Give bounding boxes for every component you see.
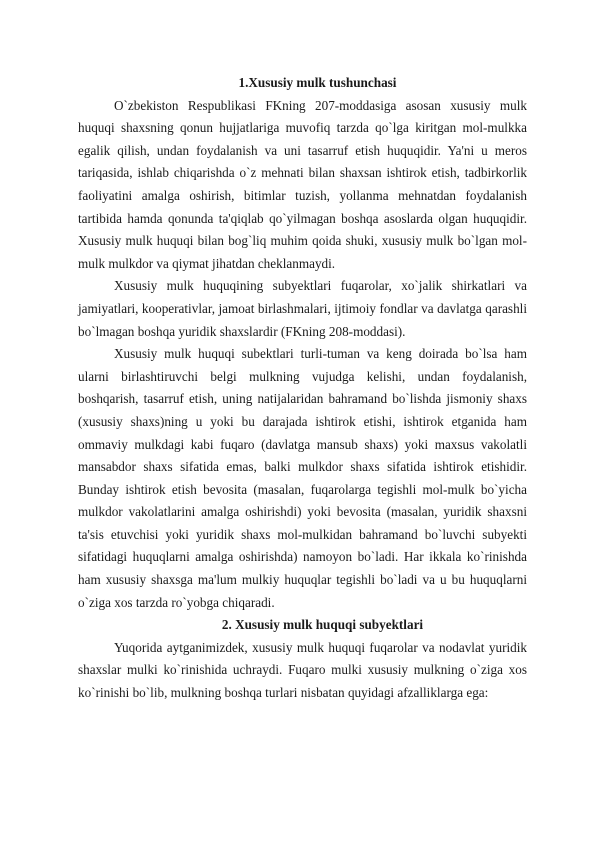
section-heading-2: 2. Xususiy mulk huquqi subyektlari [221,617,424,633]
paragraph-4: Yuqorida aytganimizdek, xususiy mulk huquqi fuqarolar va nodavlat yuridik shaxslar mulki ko`rinishida uchraydi. Fuqaro mulki xususiy mulkning o`ziga xos ko`rinishi bo`lib, mulkning boshqa turlari nisbatan quyidagi afzalliklarga ega: [78,639,527,701]
paragraph-2: Xususiy mulk huquqining subyektlari fuqarolar, xo`jalik shirkatlari va jamiyatlari, kooperativlar, jamoat birlashmalari, ijtimoiy fondlar va davlatga qarashli bo`lmagan boshqa yuridik shaxslardir (FKning 208-moddasi). [78,278,527,339]
paragraph-1: O`zbekiston Respublikasi FKning 207-moddasiga asosan xususiy mulk huquqi shaxsning qonun hujjatlariga muvofiq tarzda qo`lga kiritgan mol-mulkka egalik qilish, undan foydalanish va uni tasarruf etish huquqidir. Ya'ni u meros tariqasida, ishlab chiqarishda o`z mehnati bilan shaxsan ishtirok etish, tadbirkorlik faoliyatini amalga oshirish, bitimlar tuzish, yollanma mehnatdan foydalanish tartibida hamda qonunda ta'qiqlab qo`yilmagan boshqa asoslarda olgan huquqidir. Xususiy mulk huquqi bilan bog`liq muhim qoida shuki, xususiy mulk bo`lgan mol-mulk mulkdor va qiymat jihatdan cheklanmaydi. [78,97,527,271]
document-body [78,72,527,705]
section-heading-1: 1.Xususiy mulk tushunchasi [238,75,397,90]
paragraph-3: Xususiy mulk huquqi subektlari turli-tuman va keng doirada bo`lsa ham ularni birlashtiruvchi belgi mulkning vujudga kelishi, undan foydalanish, boshqarish, tasarruf etish, uning natijalaridan bahramand bo`lishda jismoniy shaxs (xususiy shaxs)ning u yoki bu darajada ishtirok etishi, ishtirok etganida ham ommaviy mulkdagi kabi fuqaro (davlatga mansub shaxs) yoki maxsus vakolatli mansabdor shaxs sifatida emas, balki mulkdor shaxs sifatida ishtirok etishidir. Bunday ishtirok etish bevosita (masalan, fuqarolarga tegishli mol-mulk bo`yicha mulkdor vakolatlarini amalga oshirishdi) yoki bevosita (masalan, yuridik shaxsni ta'sis etuvchisi yoki yuridik shaxs mol-mulkidan bahramand bo`luvchi subyekti sifatidagi huquqlarni amalga oshirishda) namoyon bo`ladi. Har ikkala ko`rinishda ham xususiy shaxsga ma'lum mulkiy huquqlar tegishli bo`ladi va u bu huquqlarni o`ziga xos tarzda ro`yobga chiqaradi. [78,346,527,610]
